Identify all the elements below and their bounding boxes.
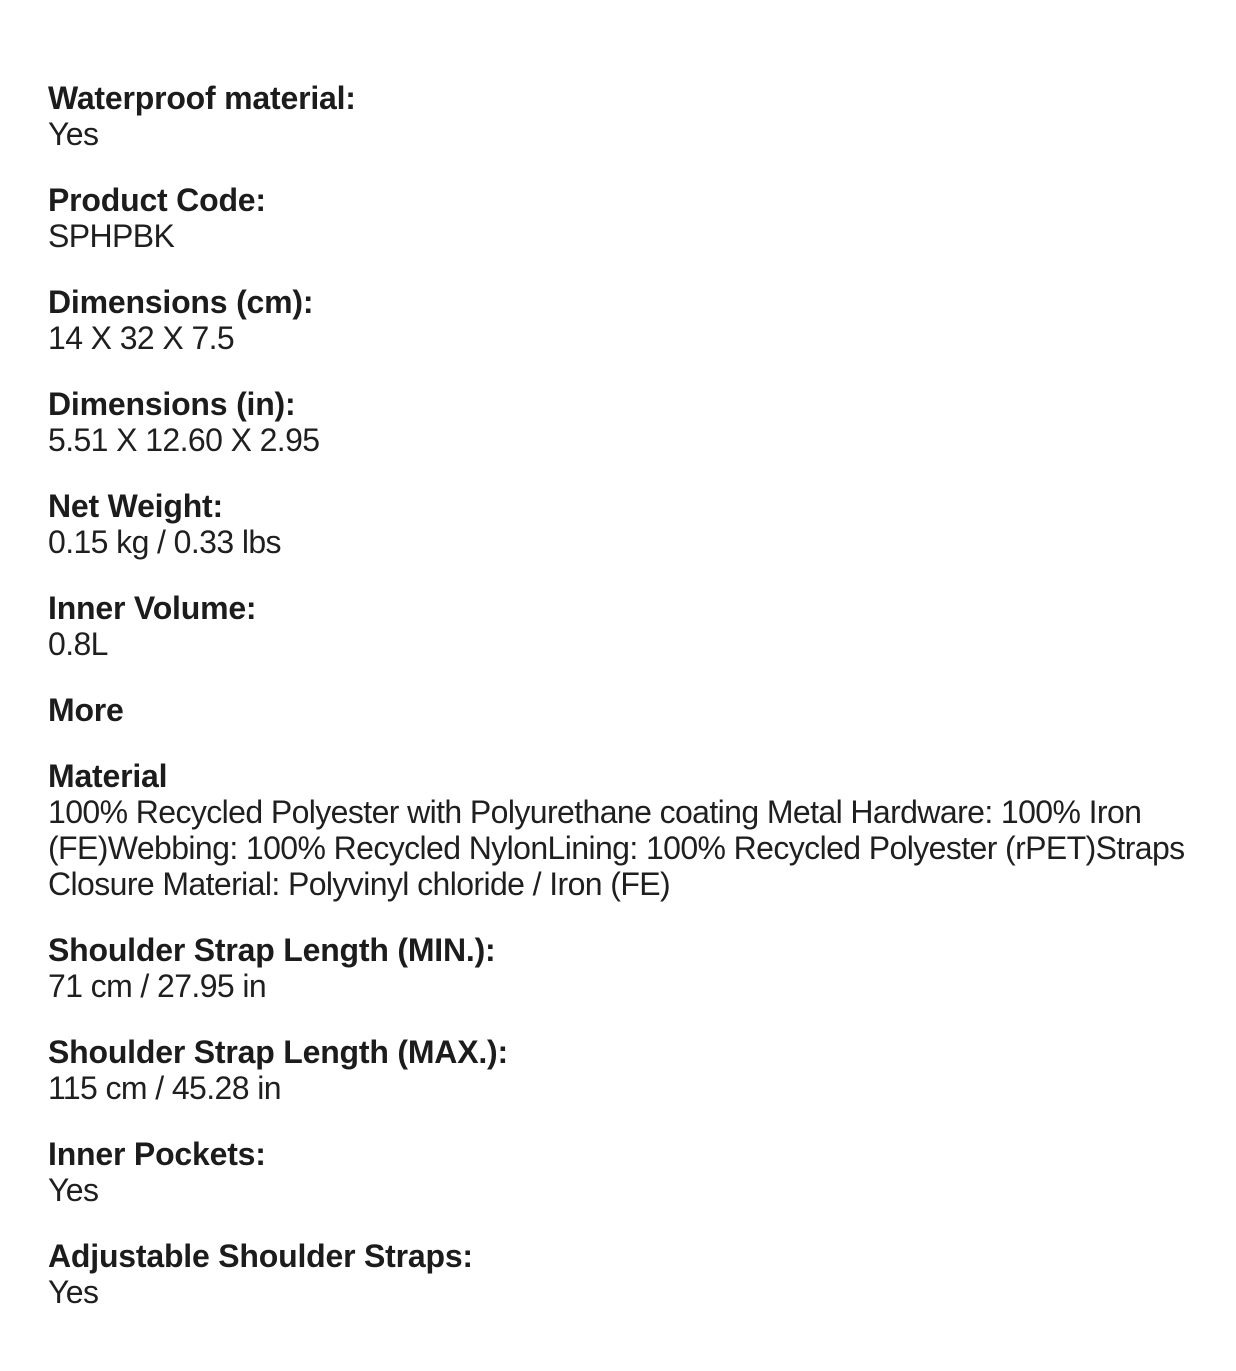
spec-label: Shoulder Strap Length (MIN.):: [48, 932, 496, 968]
spec-value: 0.8L: [48, 626, 108, 662]
spec-value: 71 cm / 27.95 in: [48, 968, 267, 1004]
spec-net-weight: [48, 488, 1228, 560]
more-heading: More: [48, 692, 124, 728]
spec-product-code: [48, 182, 1228, 254]
spec-material: [48, 758, 1228, 902]
spec-value: 0.15 kg / 0.33 lbs: [48, 524, 281, 560]
spec-label: Net Weight:: [48, 488, 223, 524]
spec-inner-pockets: [48, 1136, 1228, 1208]
spec-label: Inner Volume:: [48, 590, 257, 626]
spec-adjustable-shoulder-straps: [48, 1238, 1228, 1310]
spec-label: Product Code:: [48, 182, 266, 218]
spec-value: 5.51 X 12.60 X 2.95: [48, 422, 320, 458]
spec-shoulder-strap-max: [48, 1034, 1228, 1106]
spec-value: Yes: [48, 1274, 99, 1310]
spec-value: Yes: [48, 116, 99, 152]
spec-waterproof-material: [48, 80, 1228, 152]
spec-value: 100% Recycled Polyester with Polyurethane coating Metal Hardware: 100% Iron (FE)Webbing: 100% Recycled NylonLining: 100% Recycled Polyester (rPET)Straps Closure Material: Polyvinyl chloride / Iron (FE): [48, 794, 1185, 902]
product-specs: [48, 80, 1228, 1340]
more-section-heading: [48, 692, 1228, 728]
spec-label: Dimensions (cm):: [48, 284, 314, 320]
spec-shoulder-strap-min: [48, 932, 1228, 1004]
spec-label: Inner Pockets:: [48, 1136, 266, 1172]
spec-value: Yes: [48, 1172, 99, 1208]
spec-dimensions-cm: [48, 284, 1228, 356]
spec-label: Material: [48, 758, 168, 794]
spec-label: Waterproof material:: [48, 80, 356, 116]
spec-dimensions-in: [48, 386, 1228, 458]
spec-value: 14 X 32 X 7.5: [48, 320, 235, 356]
spec-value: SPHPBK: [48, 218, 175, 254]
spec-label: Dimensions (in):: [48, 386, 296, 422]
spec-value: 115 cm / 45.28 in: [48, 1070, 281, 1106]
spec-label: Adjustable Shoulder Straps:: [48, 1238, 473, 1274]
spec-inner-volume: [48, 590, 1228, 662]
spec-label: Shoulder Strap Length (MAX.):: [48, 1034, 508, 1070]
